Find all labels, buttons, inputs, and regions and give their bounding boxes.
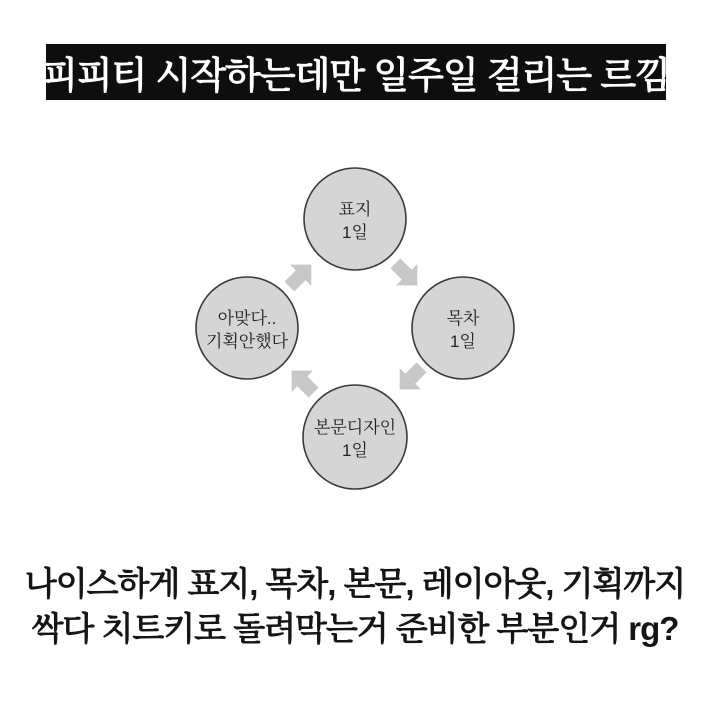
node-left-label-line1: 아맞다.. xyxy=(217,309,277,328)
cycle-node-top xyxy=(304,168,406,270)
cycle-arrow-bottom-to-left-icon xyxy=(281,360,324,403)
node-top-label-line1: 표지 xyxy=(338,200,372,219)
page-title: 피피티 시작하는데만 일주일 걸리는 르낌 xyxy=(42,55,670,96)
cycle-node-right xyxy=(412,277,514,379)
node-top-label-line2: 1일 xyxy=(342,223,368,242)
cycle-node-left xyxy=(196,277,298,379)
caption-line-1: 나이스하게 표지, 목차, 본문, 레이아웃, 기획까지 xyxy=(24,565,686,602)
cycle-arrow-left-to-top-icon xyxy=(279,254,322,297)
node-right-label-line1: 목차 xyxy=(446,309,480,328)
cycle-arrow-top-to-right-icon xyxy=(385,253,428,296)
cycle-node-bottom xyxy=(303,385,407,489)
node-right-label-line2: 1일 xyxy=(450,332,476,351)
node-bottom-label-line1: 본문디자인 xyxy=(313,418,397,437)
caption-line-2: 싹다 치트키로 돌려막는거 준비한 부분인거 rg? xyxy=(31,610,679,647)
node-bottom-label-line2: 1일 xyxy=(342,441,368,460)
node-left-label-line2: 기획안했다 xyxy=(205,332,289,351)
caption xyxy=(0,561,710,651)
